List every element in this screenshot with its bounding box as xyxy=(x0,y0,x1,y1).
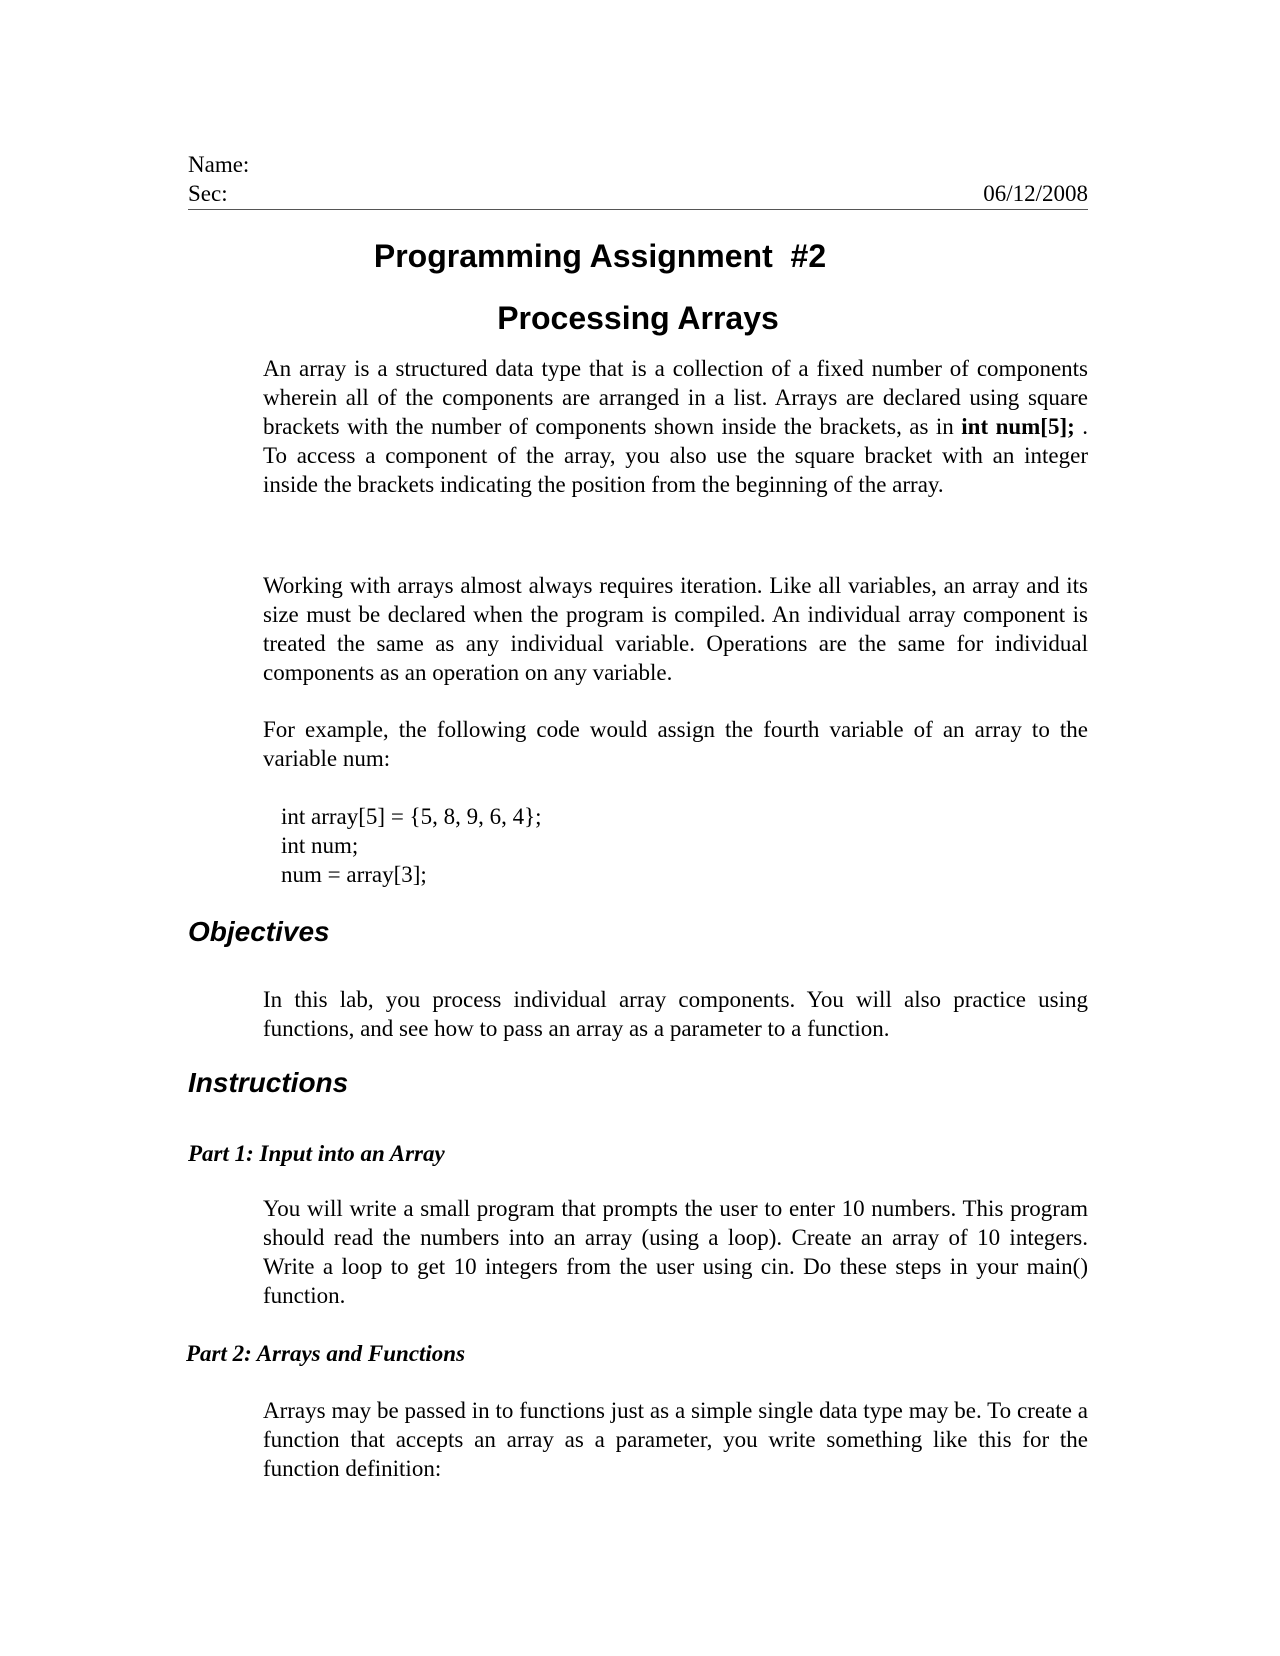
intro-text-part2: . To access a component of the array, you also use the square bracket with an integer inside the brackets indicating the position from the beginning of the array. xyxy=(263,414,1106,497)
intro-text-3: For example, the following code would assign the fourth variable of an array to the variable num: xyxy=(263,717,1088,771)
intro-paragraph-1 xyxy=(263,354,1106,499)
page-header xyxy=(188,150,1088,208)
name-label: Name: xyxy=(188,152,250,177)
intro-paragraph-2 xyxy=(263,571,1088,687)
header-divider xyxy=(188,209,1088,210)
header-date: 06/12/2008 xyxy=(983,181,1088,206)
code-line-3: num = array[3]; xyxy=(281,862,427,887)
intro-paragraph-3 xyxy=(263,715,1088,773)
document-subtitle: Processing Arrays xyxy=(497,300,779,336)
part1-paragraph xyxy=(263,1194,1088,1310)
part2-paragraph xyxy=(263,1396,1088,1483)
part2-text: Arrays may be passed in to functions just as a simple single data type may be. To create a function that accepts an array as a parameter, you write something like this for the function definition: xyxy=(263,1398,1088,1481)
objectives-paragraph xyxy=(263,985,1088,1043)
part2-heading: Part 2: Arrays and Functions xyxy=(186,1341,466,1366)
sec-label: Sec: xyxy=(188,181,228,206)
code-example xyxy=(281,802,542,889)
code-line-2: int num; xyxy=(281,833,359,858)
part1-text: You will write a small program that prompts the user to enter 10 numbers. This program should read the numbers into an array (using a loop). Create an array of 10 integers. Write a loop to get 10 integers from the user using cin. Do these steps in your main() function. xyxy=(263,1196,1088,1308)
objectives-text: In this lab, you process individual array components. You will also practice using functions, and see how to pass an array as a parameter to a function. xyxy=(263,987,1088,1041)
code-line-1: int array[5] = {5, 8, 9, 6, 4}; xyxy=(281,804,542,829)
part1-heading: Part 1: Input into an Array xyxy=(188,1141,445,1166)
sec-date-row xyxy=(188,179,1088,208)
instructions-heading: Instructions xyxy=(188,1067,349,1098)
document-title: Programming Assignment #2 xyxy=(373,238,827,274)
objectives-heading: Objectives xyxy=(188,916,330,947)
intro-text-2: Working with arrays almost always requires iteration. Like all variables, an array and its size must be declared when the program is compiled. An individual array component is treated the same as any individual variable. Operations are the same for individual components as an operation on any variable. xyxy=(263,573,1088,685)
intro-inline-code: int num[5]; xyxy=(961,414,1075,439)
intro-text-part1: An array is a structured data type that is a collection of a fixed number of components wherein all of the components are arranged in a list. Arrays are declared using square brackets with the number of components shown inside the brackets, as in xyxy=(263,356,1088,439)
